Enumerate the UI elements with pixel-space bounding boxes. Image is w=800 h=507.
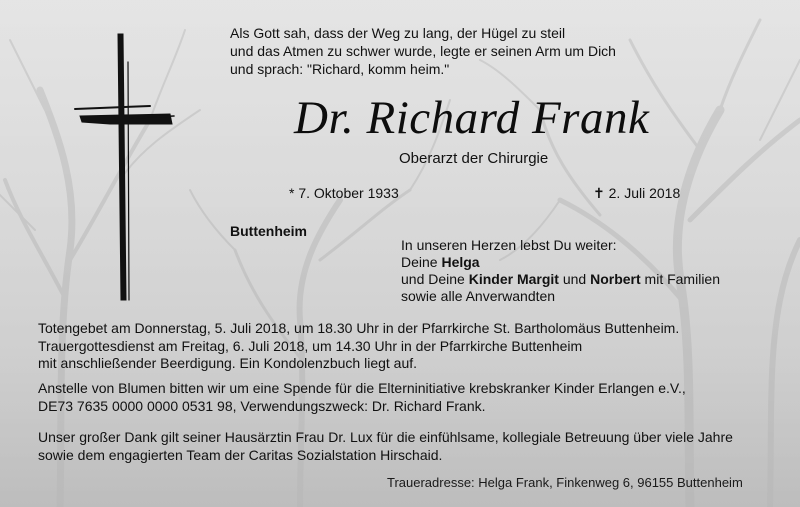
cross-icon bbox=[70, 32, 180, 307]
mourners-line: In unseren Herzen lebst Du weiter: bbox=[401, 237, 617, 253]
deceased-name: Dr. Richard Frank bbox=[294, 92, 650, 144]
quote-line: und das Atmen zu schwer wurde, legte er seinen Arm um Dich bbox=[230, 43, 616, 59]
thanks-line: sowie dem engagierten Team der Caritas Sozialstation Hirschaid. bbox=[38, 446, 443, 463]
thanks-paragraph bbox=[38, 429, 733, 464]
mourner-name: Kinder Margit bbox=[468, 271, 559, 287]
opening-quote bbox=[230, 24, 616, 78]
mourners-text: Deine bbox=[401, 254, 442, 270]
donation-paragraph bbox=[38, 380, 686, 415]
mourners-line: sowie alle Anverwandten bbox=[401, 288, 556, 304]
latin-cross-icon: ✝ bbox=[593, 185, 605, 201]
mourner-name: Norbert bbox=[590, 271, 641, 287]
thanks-line: Unser großer Dank gilt seiner Hausärztin Frau Dr. Lux für die einfühlsame, kollegiale Betreuung über viele Jahre bbox=[38, 429, 733, 445]
mourners-text: mit Familien bbox=[640, 271, 721, 287]
quote-line: und sprach: "Richard, komm heim." bbox=[230, 61, 450, 77]
mourners-text: und bbox=[558, 271, 591, 287]
mourners-text: und Deine bbox=[401, 271, 469, 287]
donation-line: Anstelle von Blumen bitten wir um eine Spende für die Elterninitiative krebskranker Kinder Erlangen e.V., bbox=[38, 380, 686, 396]
mourning-address: Traueradresse: Helga Frank, Finkenweg 6, 96155 Buttenheim bbox=[387, 475, 743, 490]
services-line: mit anschließender Beerdigung. Ein Kondolenzbuch liegt auf. bbox=[38, 355, 418, 371]
mourners-line bbox=[401, 254, 720, 271]
donation-line: DE73 7635 0000 0000 0531 98, Verwendungszweck: Dr. Richard Frank. bbox=[38, 397, 486, 414]
profession: Oberarzt der Chirurgie bbox=[399, 150, 549, 167]
mourners-block bbox=[401, 237, 720, 305]
quote-line: Als Gott sah, dass der Weg zu lang, der Hügel zu steil bbox=[230, 25, 566, 41]
mourners-line bbox=[401, 271, 720, 288]
services-line: Totengebet am Donnerstag, 5. Juli 2018, um 18.30 Uhr in der Pfarrkirche St. Bartholomäus Buttenheim. bbox=[38, 320, 680, 336]
mourner-name: Helga bbox=[441, 254, 480, 270]
services-paragraph bbox=[38, 320, 679, 373]
services-line: Trauergottesdienst am Freitag, 6. Juli 2018, um 14.30 Uhr in der Pfarrkirche Buttenheim bbox=[38, 337, 583, 354]
birth-date: * 7. Oktober 1933 bbox=[289, 185, 399, 201]
death-date: 2. Juli 2018 bbox=[608, 185, 681, 201]
hometown: Buttenheim bbox=[230, 223, 307, 239]
death-date-line bbox=[593, 185, 680, 202]
